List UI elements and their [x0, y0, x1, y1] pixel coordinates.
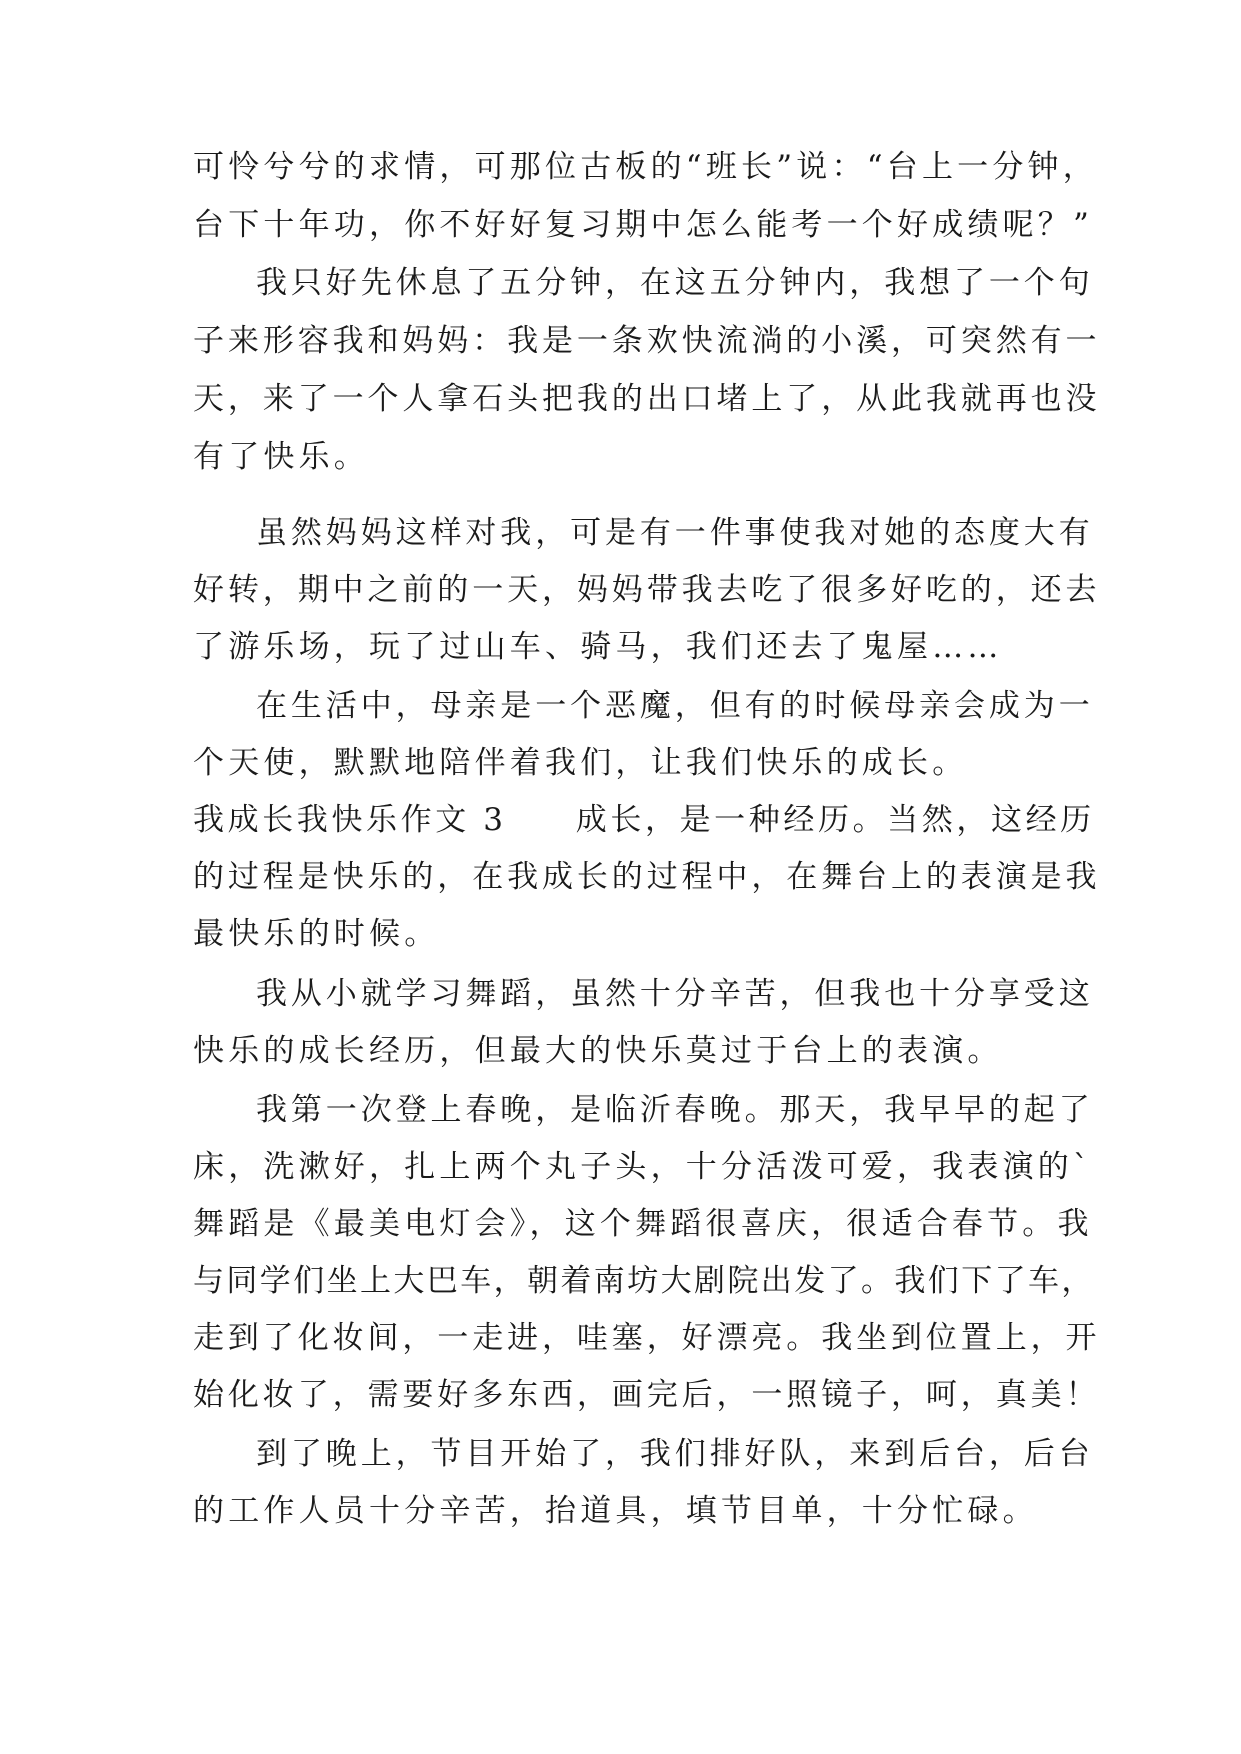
text-line: 子来形容我和妈妈：我是一条欢快流淌的小溪，可突然有一 [193, 323, 1101, 359]
text-line: 可怜兮兮的求情，可那位古板的“班长”说：“台上一分钟， [193, 149, 1098, 185]
paragraph-start-line: 我只好先休息了五分钟，在这五分钟内，我想了一个句 [256, 265, 1094, 301]
text-line: 个天使，默默地陪伴着我们，让我们快乐的成长。 [193, 745, 968, 781]
text-line: 最快乐的时候。 [193, 916, 440, 952]
text-line: 与同学们坐上大巴车，朝着南坊大剧院出发了。我们下了车， [193, 1263, 1095, 1299]
text-line: 快乐的成长经历，但最大的快乐莫过于台上的表演。 [193, 1033, 1003, 1069]
paragraph-start-line: 我从小就学习舞蹈，虽然十分辛苦，但我也十分享受这 [256, 976, 1094, 1012]
text-line: 始化妆了，需要好多东西，画完后，一照镜子，呵，真美！ [193, 1377, 1101, 1413]
paragraph-start-line: 我第一次登上春晚，是临沂春晚。那天，我早早的起了 [256, 1092, 1094, 1128]
text-line: 舞蹈是《最美电灯会》，这个舞蹈很喜庆，很适合春节。我 [193, 1206, 1093, 1242]
paragraph-start-line: 在生活中，母亲是一个恶魔，但有的时候母亲会成为一 [256, 688, 1094, 724]
text-line: 天，来了一个人拿石头把我的出口堵上了，从此我就再也没 [193, 381, 1101, 417]
paragraph-start-line: 到了晚上，节目开始了，我们排好队，来到后台，后台 [256, 1436, 1094, 1472]
text-line: 好转，期中之前的一天，妈妈带我去吃了很多好吃的，还去 [193, 572, 1101, 608]
text-line: 的工作人员十分辛苦，抬道具，填节目单，十分忙碌。 [193, 1493, 1038, 1529]
text-line: 有了快乐。 [193, 439, 369, 475]
text-line: 了游乐场，玩了过山车、骑马，我们还去了鬼屋…… [193, 629, 1003, 665]
text-line: 的过程是快乐的，在我成长的过程中，在舞台上的表演是我 [193, 859, 1101, 895]
text-line: 床，洗漱好，扎上两个丸子头，十分活泼可爱，我表演的` [193, 1149, 1093, 1185]
text-line: 走到了化妆间，一走进，哇塞，好漂亮。我坐到位置上，开 [193, 1320, 1101, 1356]
paragraph-start-line: 虽然妈妈这样对我，可是有一件事使我对她的态度大有 [256, 515, 1094, 551]
section-heading-line: 我成长我快乐作文 3 成长，是一种经历。当然，这经历 [193, 802, 1095, 838]
text-line: 台下十年功，你不好好复习期中怎么能考一个好成绩呢？” [193, 207, 1094, 243]
